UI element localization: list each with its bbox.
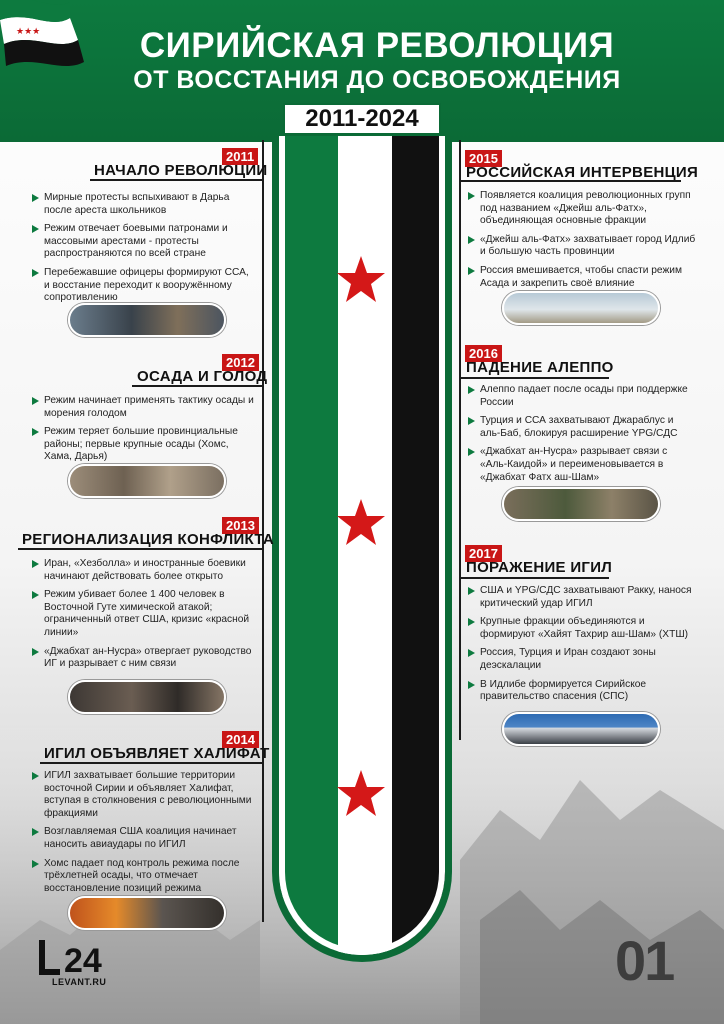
bullet-item: Крупные фракции объединяются и формируют «Хайят Тахрир аш-Шам» (ХТШ)	[468, 616, 696, 641]
section-title: ИГИЛ ОБЪЯВЛЯЕТ ХАЛИФАТ	[44, 745, 270, 762]
bullet-list	[32, 395, 257, 470]
bullet-item: Режим убивает более 1 400 человек в Восточной Гуте химической атакой; ограниченный ответ США, кризис «красной линии»	[32, 589, 260, 639]
year-tag: 2014	[222, 731, 259, 748]
title-underline	[459, 577, 609, 579]
siege-photo	[68, 464, 226, 498]
bullet-item: Появляется коалиция революционных групп под названием «Джейш аль-Фатх», объединяющая основные фракции	[468, 190, 696, 228]
title-underline	[90, 179, 262, 181]
red-star-icon	[336, 497, 386, 547]
section-title: РЕГИОНАЛИЗАЦИЯ КОНФЛИКТА	[22, 531, 275, 548]
title-underline	[40, 762, 262, 764]
jets-photo	[502, 291, 660, 325]
bullet-item: Режим отвечает боевыми патронами и массовыми арестами - протесты распространяются по всей стране	[32, 223, 257, 261]
section-title: ПОРАЖЕНИЕ ИГИЛ	[466, 559, 613, 576]
section-title: ОСАДА И ГОЛОД	[137, 368, 268, 385]
bullet-item: Возглавляемая США коалиция начинает наносить авиаудары по ИГИЛ	[32, 826, 260, 851]
title-underline	[18, 548, 262, 550]
bullet-item: «Джабхат ан-Нусра» отвергает руководство ИГ и разрывает с ним связи	[32, 646, 260, 671]
title-underline	[132, 385, 262, 387]
year-tag: 2016	[465, 345, 502, 362]
year-tag: 2011	[222, 148, 258, 165]
chemical-attack-photo	[68, 680, 226, 714]
title-underline	[459, 377, 609, 379]
bullet-item: Иран, «Хезболла» и иностранные боевики начинают действовать более открыто	[32, 558, 260, 583]
header-banner	[0, 0, 724, 142]
year-tag: 2013	[222, 517, 259, 534]
logo-text: 24	[64, 942, 102, 978]
bullet-list	[32, 192, 257, 311]
bullet-item: Россия, Турция и Иран создают зоны деэскалации	[468, 647, 696, 672]
bullet-item: В Идлибе формируется Сирийское правительство спасения (СПС)	[468, 679, 696, 704]
page-subtitle: ОТ ВОССТАНИЯ ДО ОСВОБОЖДЕНИЯ	[133, 66, 621, 94]
year-tag: 2017	[465, 545, 502, 562]
years-badge: 2011-2024	[283, 103, 441, 135]
aleppo-fighters-photo	[502, 487, 660, 521]
section-title: НАЧАЛО РЕВОЛЮЦИИ	[94, 162, 268, 179]
bullet-item: «Джабхат ан-Нусра» разрывает связи с «Аль-Каидой» и переименовывается в «Джабхат Фатх аш-Шам»	[468, 446, 696, 484]
l24-logo-icon	[38, 938, 128, 978]
bullet-item: США и YPG/СДС захватывают Ракку, нанося критический удар ИГИЛ	[468, 585, 696, 610]
section-title: РОССИЙСКАЯ ИНТЕРВЕНЦИЯ	[466, 164, 699, 181]
airstrike-photo	[68, 896, 226, 930]
svg-text:★★★: ★★★	[16, 27, 41, 37]
red-star-icon	[336, 254, 386, 304]
bullet-list	[32, 558, 260, 677]
bullet-item: Режим начинает применять тактику осады и морения голодом	[32, 395, 257, 420]
bullet-item: Турция и ССА захватывают Джараблус и аль-Баб, блокируя расширение YPG/СДС	[468, 415, 696, 440]
bullet-list	[468, 190, 696, 296]
bullet-item: Россия вмешивается, чтобы спасти режим Асада и закрепить своё влияние	[468, 265, 696, 290]
bullet-item: Перебежавшие офицеры формируют ССА, и восстание переходит к вооружённому сопротивлению	[32, 267, 257, 305]
astana-talks-photo	[502, 712, 660, 746]
year-tag: 2015	[465, 150, 502, 167]
red-star-icon	[336, 768, 386, 818]
year-tag: 2012	[222, 354, 259, 371]
protest-photo	[68, 303, 226, 337]
bullet-item: Хомс падает под контроль режима после трёхлетней осады, что отмечает восстановление позиций режима	[32, 858, 260, 896]
page-title: СИРИЙСКАЯ РЕВОЛЮЦИЯ	[139, 26, 615, 65]
bullet-item: Мирные протесты вспыхивают в Дарьа после ареста школьников	[32, 192, 257, 217]
bullet-list	[468, 384, 696, 490]
bullet-list	[32, 770, 260, 901]
bullet-list	[468, 585, 696, 710]
bullet-item: ИГИЛ захватывает большие территории восточной Сирии и объявляет Халифат, вступая в столкновения с революционными фракциями	[32, 770, 260, 820]
logo-subtitle: LEVANT.RU	[52, 977, 107, 987]
bullet-item: «Джейш аль-Фатх» захватывает город Идлиб и большую часть провинции	[468, 234, 696, 259]
right-timeline-line	[459, 140, 461, 740]
section-title: ПАДЕНИЕ АЛЕППО	[466, 359, 614, 376]
bullet-item: Алеппо падает после осады при поддержке России	[468, 384, 696, 409]
bullet-item: Режим теряет большие провинциальные районы; первые крупные осады (Хомс, Хама, Дарья)	[32, 426, 257, 464]
page-number: 01	[615, 929, 674, 992]
